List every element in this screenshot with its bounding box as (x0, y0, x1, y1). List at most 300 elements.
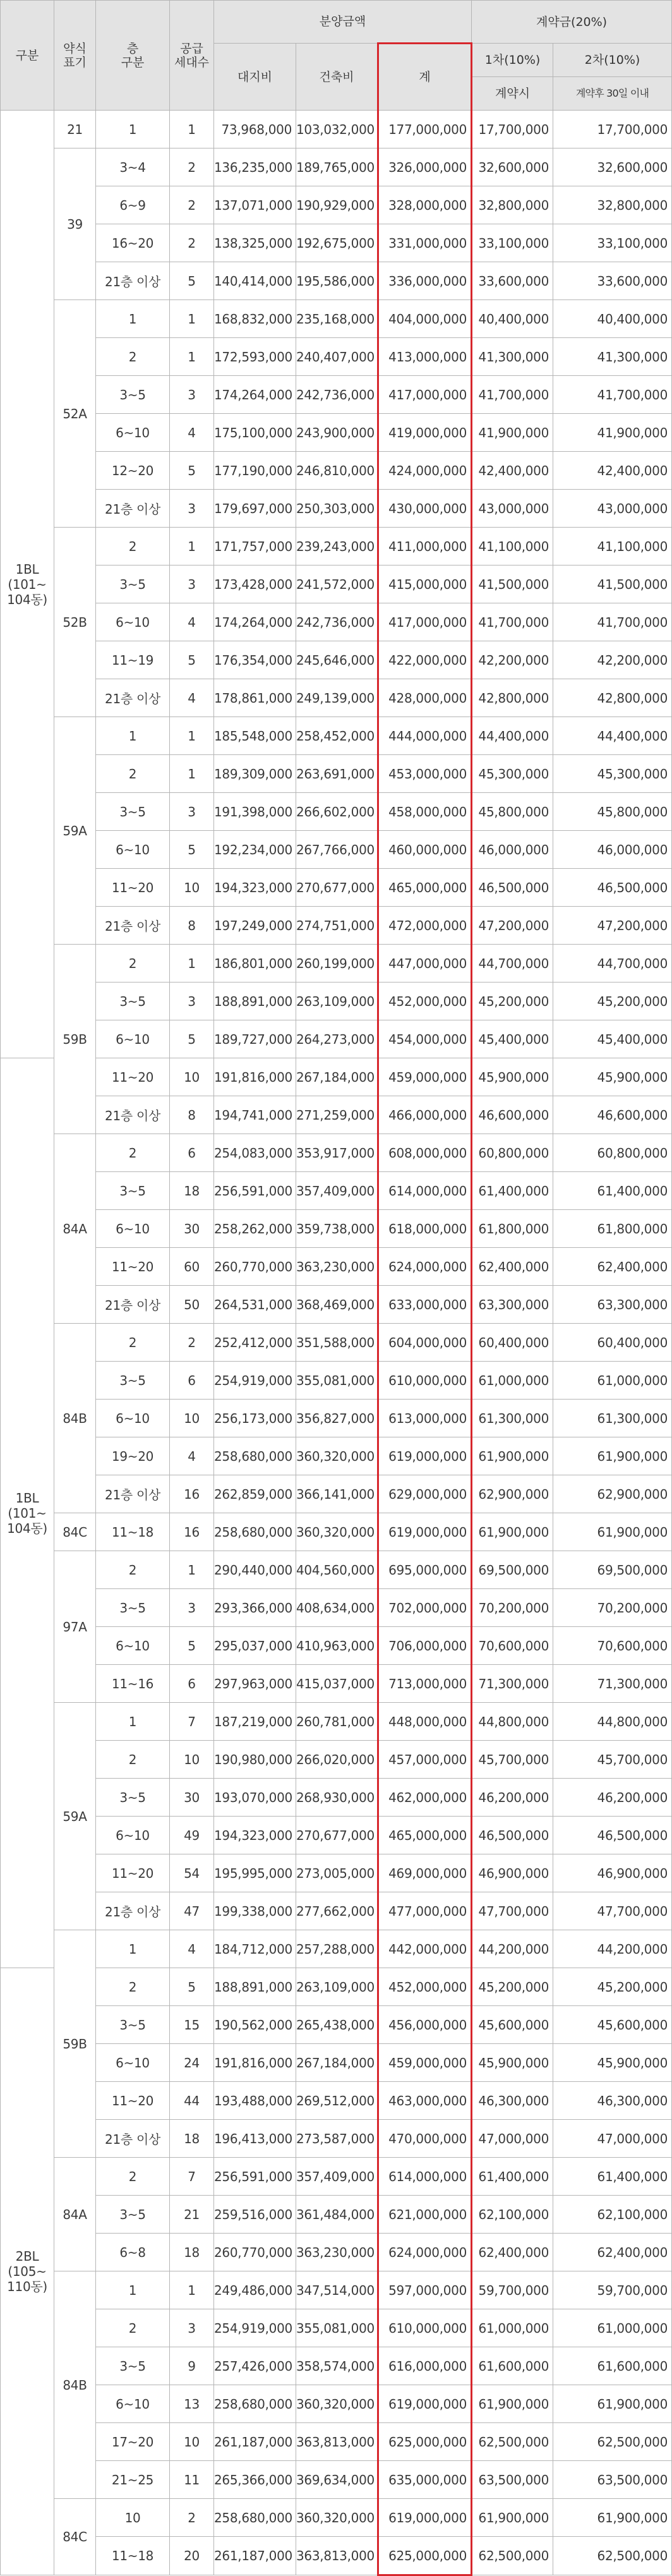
units-cell: 2 (170, 186, 214, 224)
floor-cell: 11~18 (96, 2537, 170, 2575)
second-deposit-cell: 61,000,000 (553, 1362, 672, 1400)
land-cost-cell: 191,816,000 (214, 2044, 296, 2082)
floor-cell: 21층 이상 (96, 490, 170, 528)
type-label: 84A (54, 1134, 96, 1324)
first-deposit-cell: 33,600,000 (472, 262, 553, 300)
floor-cell: 3~4 (96, 148, 170, 186)
table-row (1, 1741, 672, 1779)
type-label: 84C (54, 1513, 96, 1551)
units-cell: 30 (170, 1779, 214, 1817)
second-deposit-cell: 44,700,000 (553, 945, 672, 983)
floor-cell: 11~20 (96, 1248, 170, 1286)
first-deposit-cell: 61,400,000 (472, 2158, 553, 2196)
second-deposit-cell: 41,700,000 (553, 603, 672, 641)
table-row (1, 565, 672, 603)
building-cost-cell: 270,677,000 (296, 869, 378, 907)
floor-cell: 11~16 (96, 1665, 170, 1703)
units-cell: 4 (170, 1437, 214, 1475)
units-cell: 1 (170, 338, 214, 376)
second-deposit-cell: 63,300,000 (553, 1286, 672, 1324)
table-row (1, 338, 672, 376)
total-cell: 419,000,000 (378, 414, 472, 452)
first-deposit-cell: 61,600,000 (472, 2347, 553, 2385)
building-cost-cell: 347,514,000 (296, 2271, 378, 2309)
land-cost-cell: 297,963,000 (214, 1665, 296, 1703)
table-row (1, 2423, 672, 2461)
units-cell: 5 (170, 831, 214, 869)
building-cost-cell: 242,736,000 (296, 603, 378, 641)
units-cell: 1 (170, 528, 214, 565)
land-cost-cell: 192,234,000 (214, 831, 296, 869)
first-deposit-cell: 45,900,000 (472, 1058, 553, 1096)
first-deposit-cell: 60,800,000 (472, 1134, 553, 1172)
units-cell: 10 (170, 1058, 214, 1096)
land-cost-cell: 185,548,000 (214, 717, 296, 755)
floor-cell: 3~5 (96, 565, 170, 603)
units-cell: 21 (170, 2196, 214, 2234)
first-deposit-cell: 41,300,000 (472, 338, 553, 376)
first-deposit-cell: 46,900,000 (472, 1854, 553, 1892)
header-units: 공급 세대수 (170, 1, 214, 111)
table-row (1, 1324, 672, 1362)
table-row (1, 2499, 672, 2537)
units-cell: 1 (170, 111, 214, 148)
group-label: 1BL (101~ 104동) (1, 111, 54, 1058)
first-deposit-cell: 69,500,000 (472, 1551, 553, 1589)
second-deposit-cell: 60,800,000 (553, 1134, 672, 1172)
first-deposit-cell: 62,100,000 (472, 2196, 553, 2234)
second-deposit-cell: 61,900,000 (553, 2499, 672, 2537)
second-deposit-cell: 46,900,000 (553, 1854, 672, 1892)
total-cell: 424,000,000 (378, 452, 472, 490)
first-deposit-cell: 62,900,000 (472, 1475, 553, 1513)
table-row (1, 528, 672, 565)
building-cost-cell: 268,930,000 (296, 1779, 378, 1817)
total-cell: 619,000,000 (378, 1437, 472, 1475)
floor-cell: 6~10 (96, 2385, 170, 2423)
first-deposit-cell: 45,300,000 (472, 755, 553, 793)
second-deposit-cell: 61,800,000 (553, 1210, 672, 1248)
units-cell: 47 (170, 1892, 214, 1930)
table-row (1, 1020, 672, 1058)
first-deposit-cell: 46,300,000 (472, 2082, 553, 2120)
land-cost-cell: 174,264,000 (214, 376, 296, 414)
total-cell: 328,000,000 (378, 186, 472, 224)
floor-cell: 11~20 (96, 1854, 170, 1892)
floor-cell: 3~5 (96, 793, 170, 831)
table-row (1, 1248, 672, 1286)
building-cost-cell: 266,020,000 (296, 1741, 378, 1779)
table-row (1, 1665, 672, 1703)
second-deposit-cell: 45,400,000 (553, 1020, 672, 1058)
total-cell: 614,000,000 (378, 2158, 472, 2196)
land-cost-cell: 190,980,000 (214, 1741, 296, 1779)
units-cell: 49 (170, 1817, 214, 1854)
units-cell: 1 (170, 1551, 214, 1589)
first-deposit-cell: 45,700,000 (472, 1741, 553, 1779)
land-cost-cell: 194,741,000 (214, 1096, 296, 1134)
units-cell: 3 (170, 793, 214, 831)
table-row (1, 1703, 672, 1741)
building-cost-cell: 357,409,000 (296, 1172, 378, 1210)
land-cost-cell: 138,325,000 (214, 224, 296, 262)
first-deposit-cell: 61,900,000 (472, 2385, 553, 2423)
building-cost-cell: 267,184,000 (296, 1058, 378, 1096)
land-cost-cell: 295,037,000 (214, 1627, 296, 1665)
type-label: 39 (54, 148, 96, 300)
second-deposit-cell: 59,700,000 (553, 2271, 672, 2309)
land-cost-cell: 259,516,000 (214, 2196, 296, 2234)
second-deposit-cell: 61,000,000 (553, 2309, 672, 2347)
second-deposit-cell: 61,300,000 (553, 1400, 672, 1437)
first-deposit-cell: 42,400,000 (472, 452, 553, 490)
total-cell: 465,000,000 (378, 869, 472, 907)
land-cost-cell: 188,891,000 (214, 1968, 296, 2006)
first-deposit-cell: 47,700,000 (472, 1892, 553, 1930)
land-cost-cell: 258,680,000 (214, 2385, 296, 2423)
floor-cell: 21층 이상 (96, 2120, 170, 2158)
building-cost-cell: 359,738,000 (296, 1210, 378, 1248)
building-cost-cell: 357,409,000 (296, 2158, 378, 2196)
second-deposit-cell: 41,900,000 (553, 414, 672, 452)
type-label: 84B (54, 2271, 96, 2499)
first-deposit-cell: 41,900,000 (472, 414, 553, 452)
first-deposit-cell: 63,300,000 (472, 1286, 553, 1324)
second-deposit-cell: 41,100,000 (553, 528, 672, 565)
land-cost-cell: 293,366,000 (214, 1589, 296, 1627)
first-deposit-cell: 44,200,000 (472, 1930, 553, 1968)
second-deposit-cell: 46,000,000 (553, 831, 672, 869)
units-cell: 1 (170, 755, 214, 793)
total-cell: 597,000,000 (378, 2271, 472, 2309)
second-deposit-cell: 41,700,000 (553, 376, 672, 414)
second-deposit-cell: 46,200,000 (553, 1779, 672, 1817)
building-cost-cell: 366,141,000 (296, 1475, 378, 1513)
first-deposit-cell: 44,800,000 (472, 1703, 553, 1741)
building-cost-cell: 408,634,000 (296, 1589, 378, 1627)
group-label: 2BL (105~ 110동) (1, 1968, 54, 2575)
total-cell: 177,000,000 (378, 111, 472, 148)
second-deposit-cell: 62,100,000 (553, 2196, 672, 2234)
table-row (1, 1968, 672, 2006)
land-cost-cell: 171,757,000 (214, 528, 296, 565)
second-deposit-cell: 46,500,000 (553, 869, 672, 907)
total-cell: 470,000,000 (378, 2120, 472, 2158)
floor-cell: 2 (96, 1968, 170, 2006)
units-cell: 2 (170, 224, 214, 262)
total-cell: 604,000,000 (378, 1324, 472, 1362)
total-cell: 625,000,000 (378, 2423, 472, 2461)
table-row (1, 1210, 672, 1248)
table-row (1, 755, 672, 793)
land-cost-cell: 176,354,000 (214, 641, 296, 679)
table-row (1, 2120, 672, 2158)
floor-cell: 21층 이상 (96, 262, 170, 300)
total-cell: 336,000,000 (378, 262, 472, 300)
first-deposit-cell: 60,400,000 (472, 1324, 553, 1362)
land-cost-cell: 73,968,000 (214, 111, 296, 148)
floor-cell: 21~25 (96, 2461, 170, 2499)
units-cell: 6 (170, 1665, 214, 1703)
total-cell: 616,000,000 (378, 2347, 472, 2385)
type-label: 52B (54, 528, 96, 717)
first-deposit-cell: 46,600,000 (472, 1096, 553, 1134)
units-cell: 15 (170, 2006, 214, 2044)
building-cost-cell: 241,572,000 (296, 565, 378, 603)
total-cell: 457,000,000 (378, 1741, 472, 1779)
land-cost-cell: 186,801,000 (214, 945, 296, 983)
building-cost-cell: 271,259,000 (296, 1096, 378, 1134)
second-deposit-cell: 47,200,000 (553, 907, 672, 945)
floor-cell: 3~5 (96, 1779, 170, 1817)
first-deposit-cell: 61,800,000 (472, 1210, 553, 1248)
building-cost-cell: 242,736,000 (296, 376, 378, 414)
table-row (1, 414, 672, 452)
units-cell: 18 (170, 2120, 214, 2158)
total-cell: 417,000,000 (378, 376, 472, 414)
building-cost-cell: 235,168,000 (296, 300, 378, 338)
units-cell: 6 (170, 1134, 214, 1172)
units-cell: 18 (170, 1172, 214, 1210)
header-land: 대지비 (214, 44, 296, 111)
building-cost-cell: 267,766,000 (296, 831, 378, 869)
land-cost-cell: 256,591,000 (214, 1172, 296, 1210)
building-cost-cell: 360,320,000 (296, 1513, 378, 1551)
land-cost-cell: 257,426,000 (214, 2347, 296, 2385)
table-row (1, 1437, 672, 1475)
land-cost-cell: 175,100,000 (214, 414, 296, 452)
land-cost-cell: 177,190,000 (214, 452, 296, 490)
floor-cell: 2 (96, 755, 170, 793)
table-row (1, 1627, 672, 1665)
units-cell: 3 (170, 983, 214, 1020)
floor-cell: 11~20 (96, 869, 170, 907)
floor-cell: 3~5 (96, 1362, 170, 1400)
land-cost-cell: 172,593,000 (214, 338, 296, 376)
units-cell: 4 (170, 603, 214, 641)
first-deposit-cell: 71,300,000 (472, 1665, 553, 1703)
second-deposit-cell: 45,900,000 (553, 2044, 672, 2082)
floor-cell: 21층 이상 (96, 1096, 170, 1134)
floor-cell: 3~5 (96, 983, 170, 1020)
second-deposit-cell: 45,200,000 (553, 1968, 672, 2006)
units-cell: 60 (170, 1248, 214, 1286)
building-cost-cell: 270,677,000 (296, 1817, 378, 1854)
total-cell: 633,000,000 (378, 1286, 472, 1324)
land-cost-cell: 137,071,000 (214, 186, 296, 224)
table-row (1, 2006, 672, 2044)
first-deposit-cell: 46,500,000 (472, 869, 553, 907)
land-cost-cell: 258,680,000 (214, 1437, 296, 1475)
building-cost-cell: 361,484,000 (296, 2196, 378, 2234)
total-cell: 460,000,000 (378, 831, 472, 869)
first-deposit-cell: 61,000,000 (472, 2309, 553, 2347)
type-label: 59B (54, 945, 96, 1134)
table-row (1, 1817, 672, 1854)
total-cell: 428,000,000 (378, 679, 472, 717)
units-cell: 10 (170, 1741, 214, 1779)
table-row (1, 1475, 672, 1513)
building-cost-cell: 245,646,000 (296, 641, 378, 679)
total-cell: 619,000,000 (378, 1513, 472, 1551)
table-row (1, 1513, 672, 1551)
second-deposit-cell: 45,600,000 (553, 2006, 672, 2044)
second-deposit-cell: 41,300,000 (553, 338, 672, 376)
first-deposit-cell: 47,000,000 (472, 2120, 553, 2158)
land-cost-cell: 256,591,000 (214, 2158, 296, 2196)
first-deposit-cell: 45,400,000 (472, 1020, 553, 1058)
second-deposit-cell: 70,200,000 (553, 1589, 672, 1627)
table-row (1, 376, 672, 414)
total-cell: 448,000,000 (378, 1703, 472, 1741)
table-row (1, 2158, 672, 2196)
first-deposit-cell: 63,500,000 (472, 2461, 553, 2499)
land-cost-cell: 254,919,000 (214, 1362, 296, 1400)
land-cost-cell: 258,680,000 (214, 1513, 296, 1551)
building-cost-cell: 249,139,000 (296, 679, 378, 717)
total-cell: 442,000,000 (378, 1930, 472, 1968)
floor-cell: 3~5 (96, 1172, 170, 1210)
first-deposit-cell: 45,800,000 (472, 793, 553, 831)
floor-cell: 21층 이상 (96, 1475, 170, 1513)
table-row (1, 2234, 672, 2271)
floor-cell: 12~20 (96, 452, 170, 490)
first-deposit-cell: 45,200,000 (472, 983, 553, 1020)
table-row (1, 2385, 672, 2423)
second-deposit-cell: 44,200,000 (553, 1930, 672, 1968)
total-cell: 462,000,000 (378, 1779, 472, 1817)
second-deposit-cell: 70,600,000 (553, 1627, 672, 1665)
header-first: 1차(10%) (472, 44, 553, 77)
units-cell: 44 (170, 2082, 214, 2120)
floor-cell: 21층 이상 (96, 1286, 170, 1324)
floor-cell: 3~5 (96, 2006, 170, 2044)
total-cell: 459,000,000 (378, 1058, 472, 1096)
building-cost-cell: 257,288,000 (296, 1930, 378, 1968)
units-cell: 10 (170, 1400, 214, 1437)
total-cell: 472,000,000 (378, 907, 472, 945)
units-cell: 20 (170, 2537, 214, 2575)
land-cost-cell: 194,323,000 (214, 869, 296, 907)
type-label: 84A (54, 2158, 96, 2271)
header-second: 2차(10%) (553, 44, 672, 77)
header-yaksik: 약식 표기 (54, 1, 96, 111)
second-deposit-cell: 62,500,000 (553, 2537, 672, 2575)
table-row (1, 2309, 672, 2347)
total-cell: 469,000,000 (378, 1854, 472, 1892)
first-deposit-cell: 62,400,000 (472, 2234, 553, 2271)
building-cost-cell: 404,560,000 (296, 1551, 378, 1589)
floor-cell: 16~20 (96, 224, 170, 262)
first-deposit-cell: 61,900,000 (472, 1437, 553, 1475)
first-deposit-cell: 42,800,000 (472, 679, 553, 717)
building-cost-cell: 189,765,000 (296, 148, 378, 186)
table-row (1, 1551, 672, 1589)
table-row (1, 262, 672, 300)
second-deposit-cell: 61,400,000 (553, 2158, 672, 2196)
table-header (1, 1, 672, 111)
floor-cell: 2 (96, 1741, 170, 1779)
table-row (1, 1779, 672, 1817)
table-row (1, 2461, 672, 2499)
land-cost-cell: 196,413,000 (214, 2120, 296, 2158)
second-deposit-cell: 61,600,000 (553, 2347, 672, 2385)
table-row (1, 1172, 672, 1210)
type-label: 52A (54, 300, 96, 528)
total-cell: 417,000,000 (378, 603, 472, 641)
total-cell: 415,000,000 (378, 565, 472, 603)
first-deposit-cell: 44,400,000 (472, 717, 553, 755)
floor-cell: 1 (96, 717, 170, 755)
second-deposit-cell: 46,600,000 (553, 1096, 672, 1134)
building-cost-cell: 355,081,000 (296, 1362, 378, 1400)
building-cost-cell: 415,037,000 (296, 1665, 378, 1703)
first-deposit-cell: 45,200,000 (472, 1968, 553, 2006)
header-first-when: 계약시 (472, 77, 553, 111)
units-cell: 13 (170, 2385, 214, 2423)
land-cost-cell: 260,770,000 (214, 1248, 296, 1286)
total-cell: 625,000,000 (378, 2537, 472, 2575)
total-cell: 619,000,000 (378, 2499, 472, 2537)
land-cost-cell: 190,562,000 (214, 2006, 296, 2044)
floor-cell: 6~10 (96, 2044, 170, 2082)
land-cost-cell: 290,440,000 (214, 1551, 296, 1589)
land-cost-cell: 258,262,000 (214, 1210, 296, 1248)
building-cost-cell: 190,929,000 (296, 186, 378, 224)
building-cost-cell: 360,320,000 (296, 2385, 378, 2423)
total-cell: 613,000,000 (378, 1400, 472, 1437)
building-cost-cell: 355,081,000 (296, 2309, 378, 2347)
header-gubun: 구분 (1, 1, 54, 111)
floor-cell: 2 (96, 1551, 170, 1589)
building-cost-cell: 358,574,000 (296, 2347, 378, 2385)
floor-cell: 21층 이상 (96, 679, 170, 717)
total-cell: 466,000,000 (378, 1096, 472, 1134)
land-cost-cell: 174,264,000 (214, 603, 296, 641)
type-label: 84B (54, 1324, 96, 1513)
units-cell: 18 (170, 2234, 214, 2271)
floor-cell: 1 (96, 300, 170, 338)
total-cell: 459,000,000 (378, 2044, 472, 2082)
table-row (1, 1362, 672, 1400)
land-cost-cell: 265,366,000 (214, 2461, 296, 2499)
total-cell: 624,000,000 (378, 1248, 472, 1286)
first-deposit-cell: 46,000,000 (472, 831, 553, 869)
building-cost-cell: 103,032,000 (296, 111, 378, 148)
total-cell: 331,000,000 (378, 224, 472, 262)
total-cell: 422,000,000 (378, 641, 472, 679)
floor-cell: 17~20 (96, 2423, 170, 2461)
units-cell: 50 (170, 1286, 214, 1324)
units-cell: 1 (170, 945, 214, 983)
total-cell: 453,000,000 (378, 755, 472, 793)
total-cell: 465,000,000 (378, 1817, 472, 1854)
table-row (1, 831, 672, 869)
land-cost-cell: 168,832,000 (214, 300, 296, 338)
floor-cell: 2 (96, 2309, 170, 2347)
second-deposit-cell: 60,400,000 (553, 1324, 672, 1362)
total-cell: 635,000,000 (378, 2461, 472, 2499)
total-cell: 413,000,000 (378, 338, 472, 376)
total-cell: 404,000,000 (378, 300, 472, 338)
second-deposit-cell: 47,000,000 (553, 2120, 672, 2158)
second-deposit-cell: 42,400,000 (553, 452, 672, 490)
second-deposit-cell: 62,400,000 (553, 1248, 672, 1286)
total-cell: 706,000,000 (378, 1627, 472, 1665)
second-deposit-cell: 46,500,000 (553, 1817, 672, 1854)
land-cost-cell: 252,412,000 (214, 1324, 296, 1362)
units-cell: 10 (170, 2423, 214, 2461)
